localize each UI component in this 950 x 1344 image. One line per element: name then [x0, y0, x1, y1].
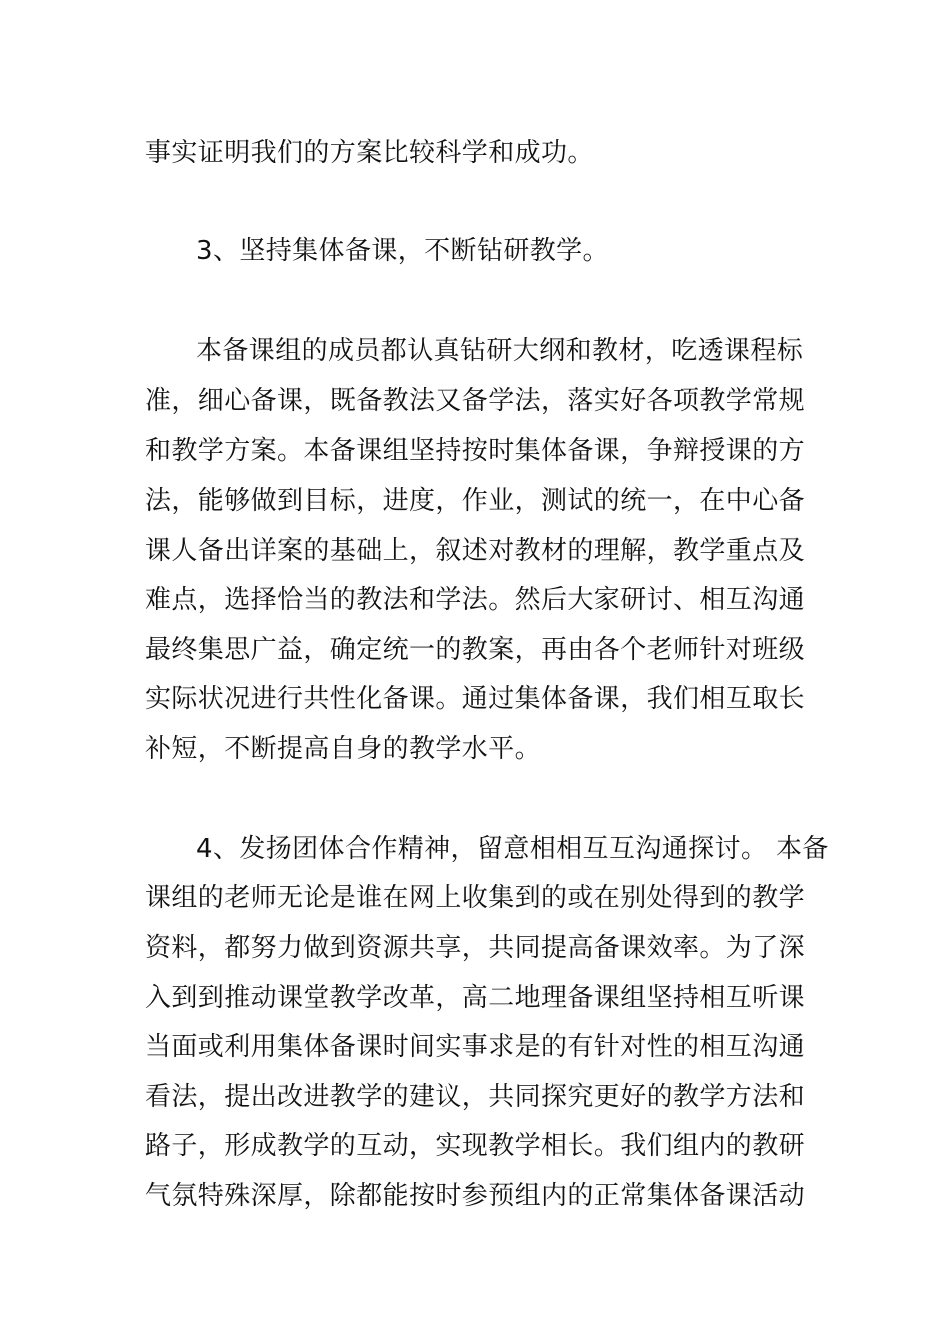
- section-heading: 3、坚持集体备课，不断钻研教学。: [196, 236, 609, 266]
- paragraph-line: 最终集思广益，确定统一的教案，再由各个老师针对班级: [145, 635, 806, 665]
- paragraph-line: 本备课组的成员都认真钻研大纲和教材，吃透课程标: [196, 336, 804, 366]
- paragraph-line: 和教学方案。本备课组坚持按时集体备课，争辩授课的方: [145, 436, 806, 466]
- paragraph-line: 课组的老师无论是谁在网上收集到的或在别处得到的教学: [145, 883, 806, 913]
- paragraph-line: 难点，选择恰当的教法和学法。然后大家研讨、相互沟通: [145, 585, 806, 615]
- section-heading: 4、发扬团体合作精神，留意相相互互沟通探讨。 本备: [196, 834, 829, 864]
- paragraph-line: 准，细心备课，既备教法又备学法，落实好各项教学常规: [145, 386, 806, 416]
- paragraph-line: 实际状况进行共性化备课。通过集体备课，我们相互取长: [145, 684, 806, 714]
- paragraph-line: 法，能够做到目标，进度，作业，测试的统一，在中心备: [145, 486, 806, 516]
- paragraph-line: 路子，形成教学的互动，实现教学相长。我们组内的教研: [145, 1131, 806, 1161]
- paragraph-line: 气氛特殊深厚，除都能按时参预组内的正常集体备课活动: [145, 1181, 806, 1211]
- paragraph-line: 当面或利用集体备课时间实事求是的有针对性的相互沟通: [145, 1032, 806, 1062]
- paragraph-line: 资料，都努力做到资源共享，共同提高备课效率。为了深: [145, 933, 806, 963]
- paragraph-line: 事实证明我们的方案比较科学和成功。: [145, 138, 594, 168]
- paragraph-line: 课人备出详案的基础上，叙述对教材的理解，教学重点及: [145, 536, 806, 566]
- paragraph-line: 入到到推动课堂教学改革，高二地理备课组坚持相互听课: [145, 983, 806, 1013]
- paragraph-line: 补短，不断提高自身的教学水平。: [145, 734, 542, 764]
- paragraph-line: 看法，提出改进教学的建议，共同探究更好的教学方法和: [145, 1082, 806, 1112]
